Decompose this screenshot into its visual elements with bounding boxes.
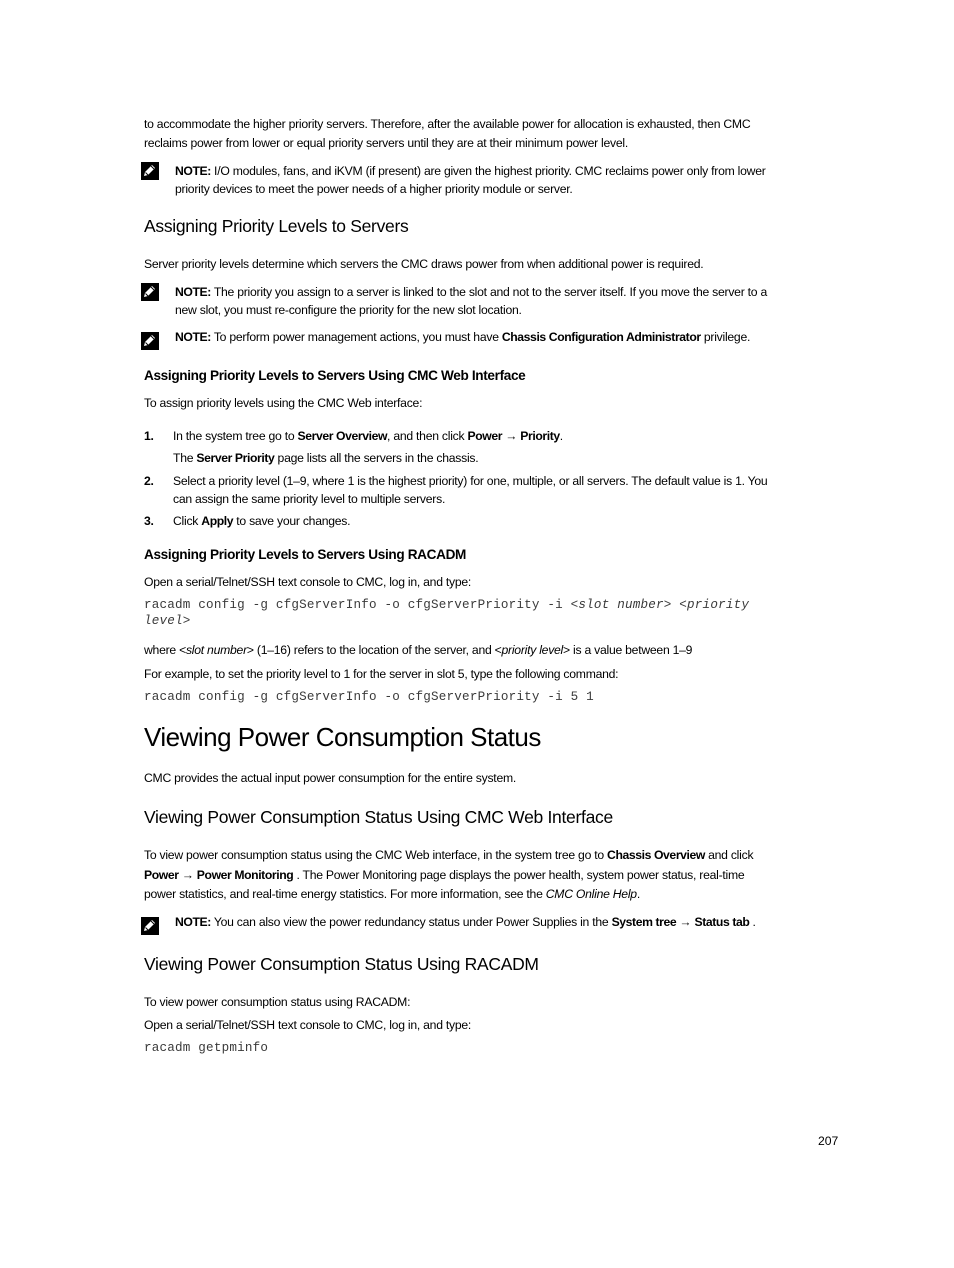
ui-term: Apply xyxy=(201,514,234,528)
subsection-heading: Assigning Priority Levels to Servers Using CMC Web Interface xyxy=(144,368,526,383)
arrow-glyph: → xyxy=(502,429,521,443)
note-pencil-icon xyxy=(140,916,160,936)
note-pencil-icon xyxy=(140,331,160,351)
code-block: racadm getpminfo xyxy=(144,1041,269,1055)
ui-term: Server Overview xyxy=(297,429,388,443)
section-body: Server priority levels determine which servers the CMC draws power from when additional power is required. xyxy=(144,257,704,271)
ui-term: System tree xyxy=(611,915,677,929)
ui-term: Server Priority xyxy=(196,451,275,465)
note-line: priority devices to meet the power needs of a higher priority module or server. xyxy=(175,182,573,196)
step-text: In the system tree go to xyxy=(173,429,298,443)
code-text: > xyxy=(182,614,191,628)
chapter-body: CMC provides the actual input power consumption for the entire system. xyxy=(144,771,517,785)
ui-term: Status tab xyxy=(694,915,750,929)
note-line: . xyxy=(749,915,756,929)
note-pencil-icon xyxy=(140,282,160,302)
code-placeholder: priority xyxy=(687,598,750,612)
step-text: to save your changes. xyxy=(233,514,351,528)
intro-paragraph xyxy=(144,115,840,153)
body-text: > is a value between 1–9 xyxy=(563,643,693,657)
privilege-name: Chassis Configuration Administrator xyxy=(501,330,701,344)
note-line: new slot, you must re-configure the priority for the new slot location. xyxy=(175,303,522,317)
section-body: To view power consumption status using RACADM: xyxy=(144,995,411,1009)
arrow-glyph: → xyxy=(178,867,197,882)
ui-term: Power xyxy=(467,429,503,443)
list-item xyxy=(144,427,840,446)
step-number: 2. xyxy=(144,474,154,488)
note-label: NOTE: xyxy=(175,164,211,178)
section-heading: Viewing Power Consumption Status Using CMC Web Interface xyxy=(144,807,613,827)
note-label: NOTE: xyxy=(175,330,211,344)
code-block: racadm config -g cfgServerInfo -o cfgServerPriority -i 5 1 xyxy=(144,690,594,704)
section-heading: Viewing Power Consumption Status Using RACADM xyxy=(144,954,539,974)
step-text: Select a priority level (1–9, where 1 is the highest priority) for one, multiple, or all servers. The default value is 1. You xyxy=(173,474,768,488)
example-paragraph: For example, to set the priority level to 1 for the server in slot 5, type the following command: xyxy=(144,667,619,681)
note-label: NOTE: xyxy=(175,915,211,929)
step-text: . xyxy=(559,429,563,443)
ui-term: Priority xyxy=(520,429,560,443)
ui-term: Power xyxy=(144,867,179,882)
placeholder-term: priority level xyxy=(501,643,564,657)
section-heading: Assigning Priority Levels to Servers xyxy=(144,216,409,236)
step-number: 3. xyxy=(144,514,154,528)
body-text: power statistics, and real-time energy statistics. For more information, see the xyxy=(144,887,546,901)
step-text: , and then click xyxy=(387,429,468,443)
where-paragraph xyxy=(144,641,840,660)
subsection-intro: Open a serial/Telnet/SSH text console to CMC, log in, and type: xyxy=(144,575,472,589)
body-text: > (1–16) refers to the location of the server, and < xyxy=(246,643,502,657)
ui-term: Power Monitoring xyxy=(196,867,294,882)
ui-term: Chassis Overview xyxy=(607,848,705,862)
chapter-heading: Viewing Power Consumption Status xyxy=(144,722,541,752)
section-body: Open a serial/Telnet/SSH text console to CMC, log in, and type: xyxy=(144,1018,472,1032)
arrow-glyph: → xyxy=(676,915,695,929)
code-placeholder: slot number xyxy=(578,598,664,612)
note-line: You can also view the power redundancy status under Power Supplies in the xyxy=(210,915,612,929)
step-number: 1. xyxy=(144,429,154,443)
note-label: NOTE: xyxy=(175,285,211,299)
step-text: page lists all the servers in the chassis. xyxy=(274,451,479,465)
note-line: privilege. xyxy=(700,330,751,344)
section-paragraph xyxy=(144,846,840,905)
body-text: . The Power Monitoring page displays the power health, system power status, real-time xyxy=(293,867,745,882)
step-text: The xyxy=(173,451,197,465)
note-text xyxy=(175,162,840,198)
note-text xyxy=(175,283,840,319)
body-text: . xyxy=(636,887,640,901)
intro-line: reclaims power from lower or equal priority servers until they are at their minimum power level. xyxy=(144,136,628,150)
intro-line: to accommodate the higher priority servers. Therefore, after the available power for allocation is exhausted, then CMC xyxy=(144,117,751,131)
body-text: where < xyxy=(144,643,186,657)
page-number: 207 xyxy=(818,1134,839,1148)
subsection-heading: Assigning Priority Levels to Servers Using RACADM xyxy=(144,547,467,562)
body-text: and click xyxy=(704,848,754,862)
step-text: can assign the same priority level to multiple servers. xyxy=(173,492,446,506)
note-line: The priority you assign to a server is linked to the slot and not to the server itself. If you move the server to a xyxy=(210,285,767,299)
body-text: To view power consumption status using the CMC Web interface, in the system tree go to xyxy=(144,848,608,862)
doc-reference: CMC Online Help xyxy=(545,887,637,901)
subsection-intro: To assign priority levels using the CMC Web interface: xyxy=(144,396,423,410)
code-text: > < xyxy=(663,598,688,612)
note-pencil-icon xyxy=(140,161,160,181)
code-placeholder: level xyxy=(144,614,183,628)
code-block xyxy=(144,597,840,629)
note-text xyxy=(175,913,840,932)
code-text: racadm config -g cfgServerInfo -o cfgServerPriority -i < xyxy=(144,598,579,612)
step-text: Click xyxy=(173,514,202,528)
placeholder-term: slot number xyxy=(185,643,247,657)
note-line: To perform power management actions, you must have xyxy=(210,330,502,344)
note-text xyxy=(175,328,840,347)
note-line: I/O modules, fans, and iKVM (if present) are given the highest priority. CMC reclaims power only from lower xyxy=(210,164,766,178)
